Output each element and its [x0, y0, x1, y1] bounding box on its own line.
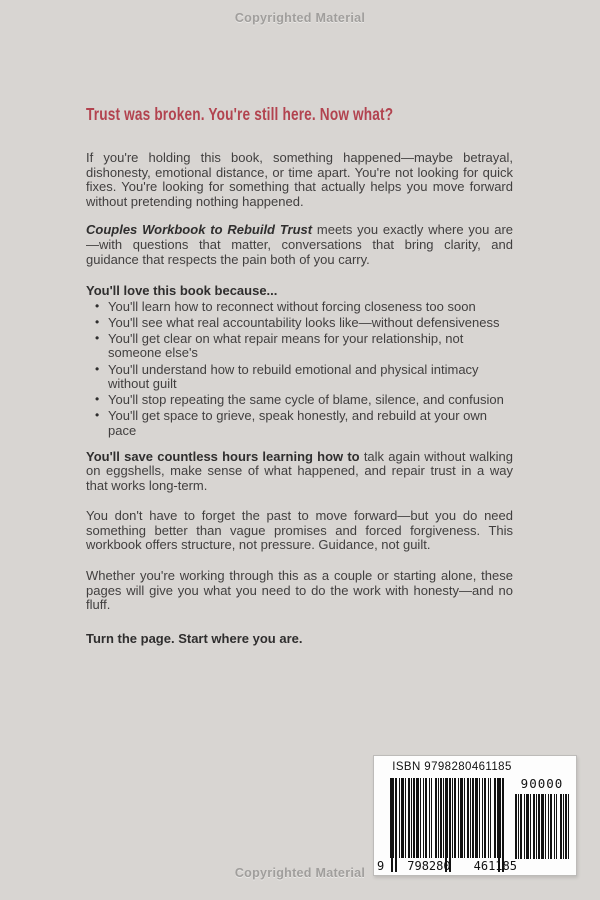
forget-paragraph: You don't have to forget the past to move forward—but you do need something better than vague promises and forced forgiveness. This workbook offers structure, not pressure. Guidance, not guilt. [86, 508, 513, 553]
list-item [86, 393, 513, 408]
bullet-text: You'll get space to grieve, speak honestly, and rebuild at your own pace [108, 408, 487, 438]
bullet-dot-icon: • [95, 361, 100, 376]
bullet-text: You'll stop repeating the same cycle of blame, silence, and confusion [108, 392, 504, 408]
list-item [86, 300, 513, 315]
save-hours-rest: talk again without walking on eggshells, make sense of what happened, and repair trust in a way that works long-term. [86, 448, 513, 493]
bullet-text: You'll understand how to rebuild emotional and physical intimacy without guilt [108, 361, 479, 392]
save-hours-lead: You'll save countless hours learning how to [86, 448, 360, 464]
back-cover-text [86, 103, 513, 646]
guard-bar [391, 778, 393, 872]
intro-paragraph: If you're holding this book, something happened—maybe betrayal, dishonesty, emotional distance, or time apart. You're not looking for quick fixes. You're looking for something that actually helps you move forward without pretending nothing happened. [86, 150, 513, 209]
barcode-bars [515, 794, 569, 859]
headline: Trust was broken. You're still here. Now what? [86, 104, 394, 124]
copyright-watermark-top: Copyrighted Material [234, 11, 366, 25]
bullet-dot-icon: • [95, 298, 100, 313]
bullet-dot-icon: • [95, 314, 100, 329]
list-item [86, 332, 513, 361]
copyright-watermark-bottom: Copyrighted Material [234, 866, 366, 880]
list-item [86, 316, 513, 331]
closing-line: Turn the page. Start where you are. [86, 630, 303, 646]
book-title-paragraph [86, 223, 513, 267]
save-hours-paragraph [86, 450, 513, 494]
ean13-barcode [377, 778, 517, 873]
whether-paragraph: Whether you're working through this as a couple or starting alone, these pages will give you what you need to do the work with honesty—and no fluff. [86, 568, 513, 613]
guard-bar [395, 778, 397, 872]
barcode-panel [373, 755, 577, 876]
guard-bar [502, 778, 504, 872]
benefits-list [86, 300, 513, 439]
supplement-code: 90000 [520, 776, 564, 791]
bullet-dot-icon: • [95, 330, 100, 345]
list-item [86, 363, 513, 392]
barcode-bars [390, 778, 504, 858]
book-title-paragraph-rest: meets you exactly where you are—with questions that matter, conversations that bring clarity, and guidance that respects the pain both of you carry. [86, 222, 513, 267]
supplement-barcode [515, 776, 569, 859]
ean-digit-group: 9 [377, 859, 385, 873]
bullet-text: You'll see what real accountability looks like—without defensiveness [108, 314, 500, 330]
book-title: Couples Workbook to Rebuild Trust [86, 222, 313, 238]
guard-bar [498, 778, 500, 872]
guard-bar [445, 778, 447, 872]
bullet-text: You'll get clear on what repair means for your relationship, not someone else's [108, 330, 464, 361]
benefits-heading: You'll love this book because... [86, 283, 278, 299]
list-item [86, 409, 513, 438]
ean-digit-group: 461185 [473, 859, 517, 873]
isbn-label: ISBN 9798280461185 [392, 761, 512, 773]
bullet-dot-icon: • [95, 408, 100, 423]
ean-digit-group: 798280 [407, 859, 451, 873]
guard-bar [449, 778, 451, 872]
bullet-dot-icon: • [95, 392, 100, 407]
bullet-text: You'll learn how to reconnect without forcing closeness too soon [108, 298, 476, 314]
